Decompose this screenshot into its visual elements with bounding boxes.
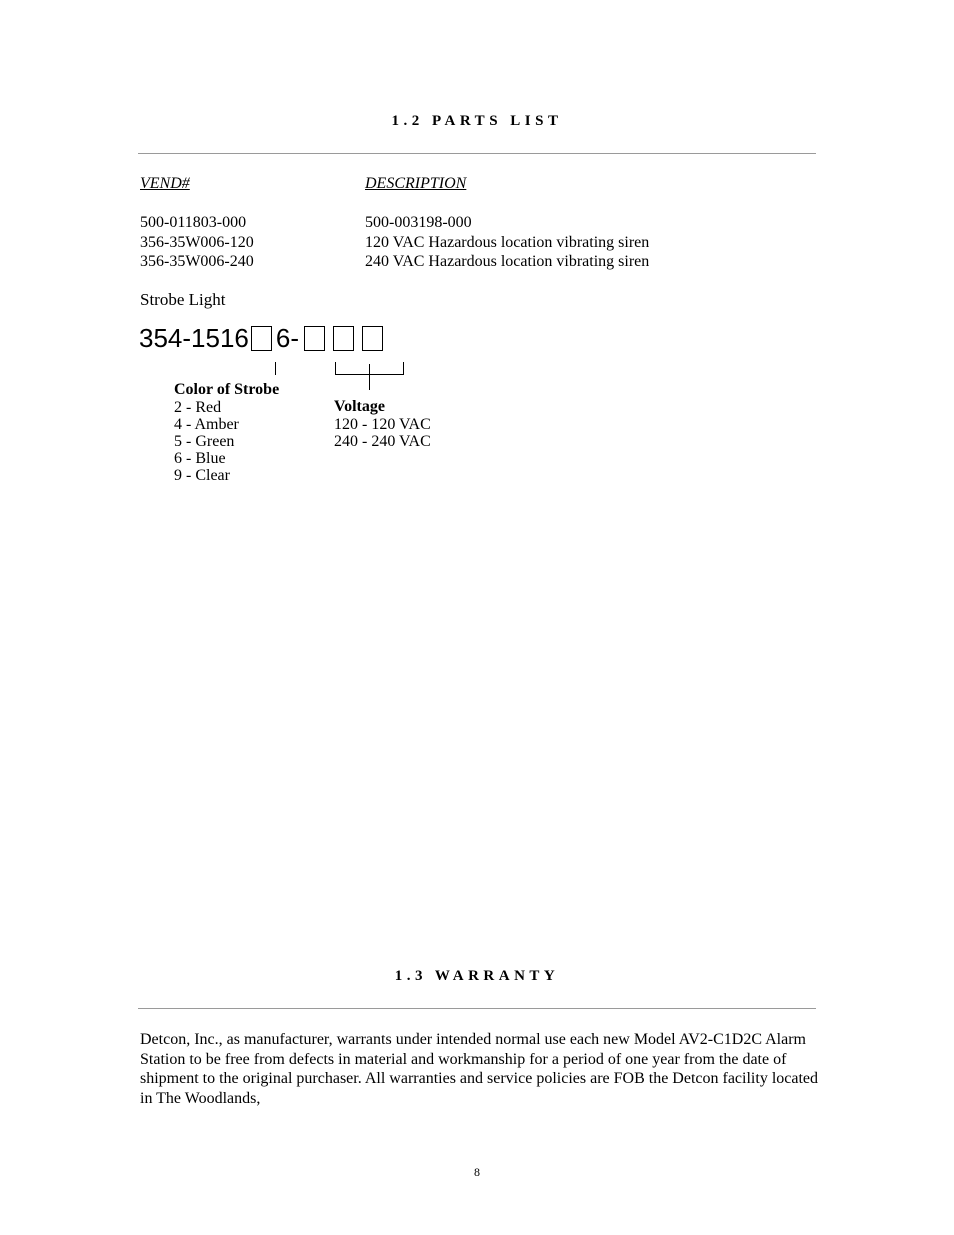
color-connector-line xyxy=(275,362,276,375)
voltage-legend-list xyxy=(334,416,431,450)
voltage-legend-title: Voltage xyxy=(334,398,385,415)
color-legend-list xyxy=(174,399,239,484)
part-number-prefix: 354-1516 xyxy=(139,322,249,353)
voltage-code-box-3 xyxy=(362,326,383,351)
part-number-template xyxy=(139,321,387,354)
table-row xyxy=(140,234,840,254)
page-number: 8 xyxy=(474,1165,480,1179)
column-header-vend: VEND# xyxy=(140,175,190,192)
list-item: 240 - 240 VAC xyxy=(334,433,431,450)
vend-cell: 356-35W006-120 xyxy=(140,233,254,251)
part-number-middle: 6- xyxy=(275,322,300,353)
strobe-light-title: Strobe Light xyxy=(140,290,226,309)
list-item: 6 - Blue xyxy=(174,450,226,467)
description-cell: 240 VAC Hazardous location vibrating siren xyxy=(365,253,650,270)
vend-cell: 356-35W006-240 xyxy=(140,253,254,270)
list-item: 120 - 120 VAC xyxy=(334,416,431,433)
list-item: 9 - Clear xyxy=(174,467,230,484)
list-item: 4 - Amber xyxy=(174,416,239,433)
description-cell: 500-003198-000 xyxy=(365,214,472,231)
section-heading-parts-list: 1.2 PARTS LIST xyxy=(391,113,563,129)
table-row xyxy=(140,253,840,273)
color-legend-title: Color of Strobe xyxy=(174,381,280,398)
voltage-connector-line xyxy=(369,364,370,390)
warranty-paragraph: Detcon, Inc., as manufacturer, warrants under intended normal use each new Model AV2-C1D2C Alarm Station to be free from defects in material and workmanship for a period of one year from the date of shipment to the original purchaser. All warranties and service policies are FOB the Detcon facility located in The Woodlands, xyxy=(140,1031,819,1107)
color-code-box xyxy=(251,326,272,351)
description-cell: 120 VAC Hazardous location vibrating siren xyxy=(365,233,650,251)
section-heading-warranty: 1.3 WARRANTY xyxy=(394,968,560,984)
section-divider xyxy=(138,1008,816,1009)
list-item: 2 - Red xyxy=(174,399,222,416)
vend-cell: 500-011803-000 xyxy=(140,214,247,231)
voltage-code-box-1 xyxy=(304,326,325,351)
voltage-code-box-2 xyxy=(333,326,354,351)
column-header-description: DESCRIPTION xyxy=(365,175,467,192)
list-item: 5 - Green xyxy=(174,433,235,450)
section-divider xyxy=(138,153,816,154)
table-row xyxy=(140,214,840,234)
